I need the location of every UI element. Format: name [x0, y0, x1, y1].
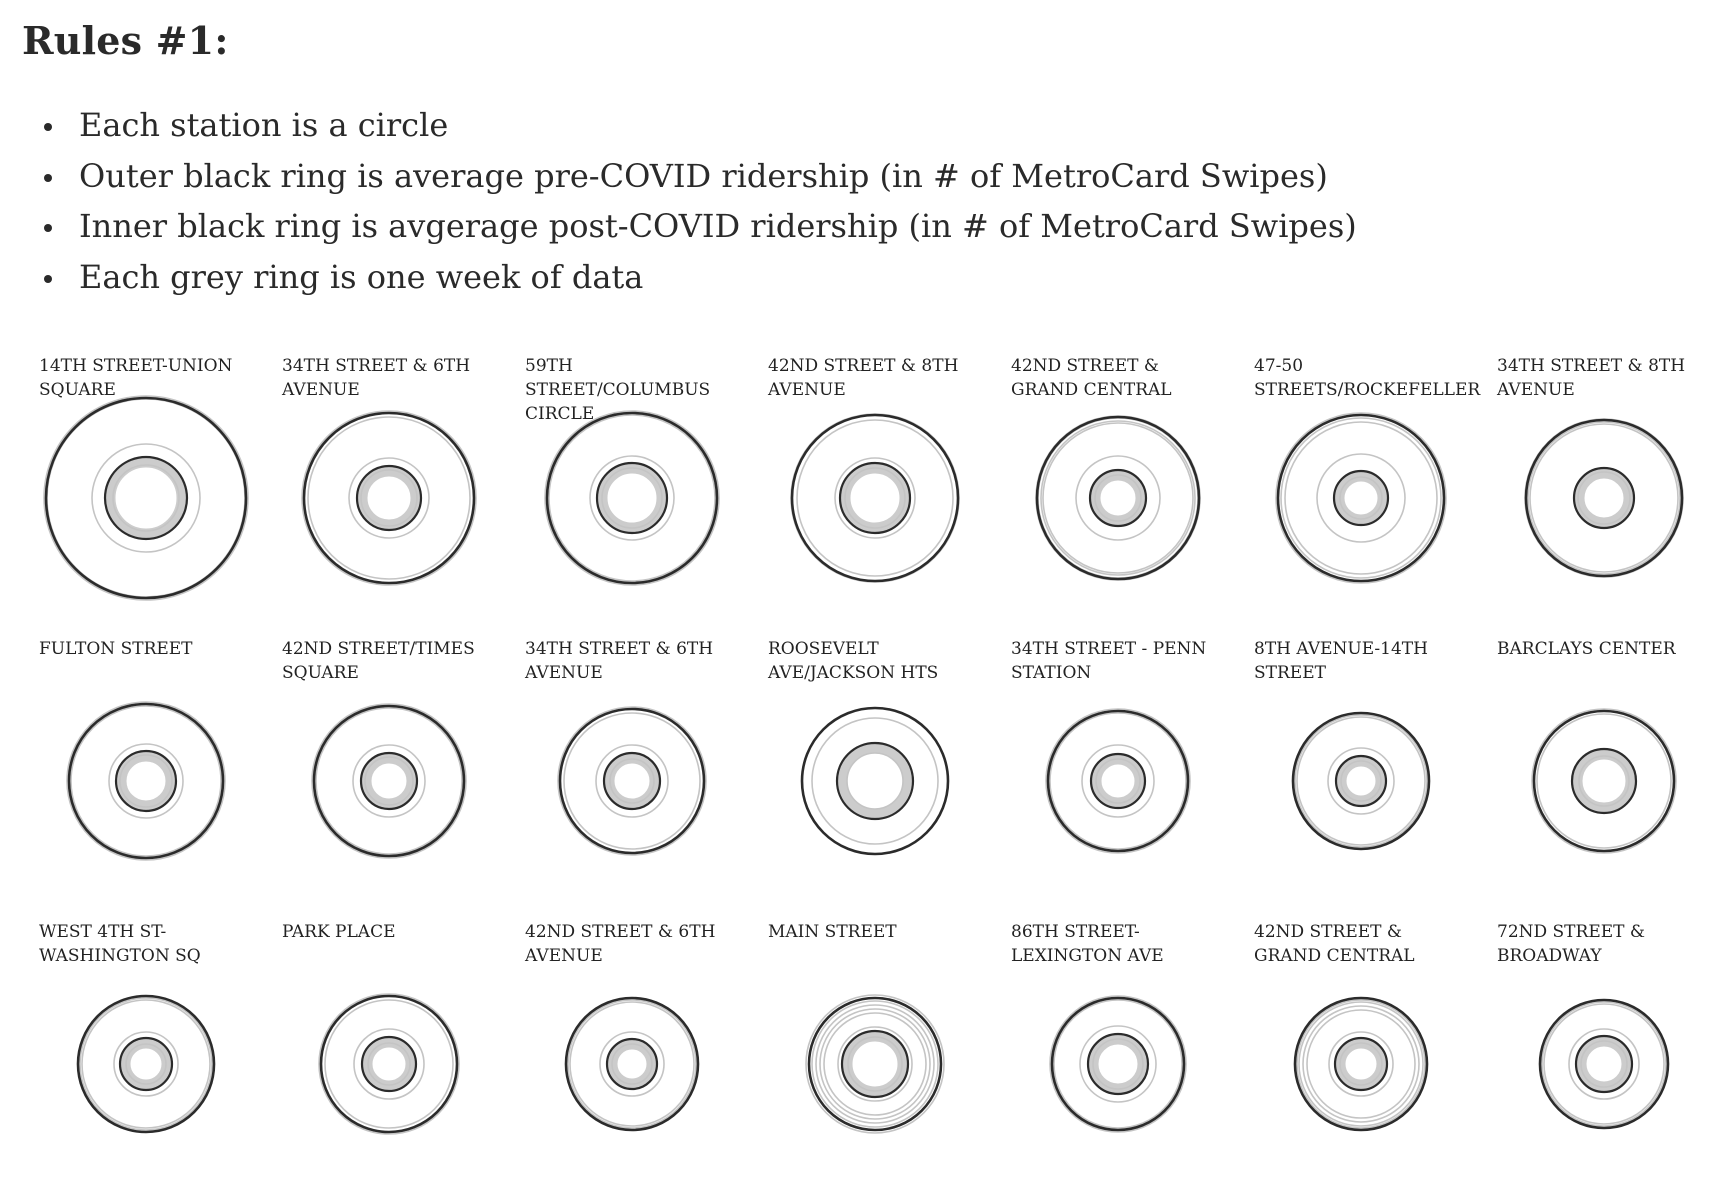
- station-name: 42ND STREET & 8TH AVENUE: [768, 356, 959, 400]
- station-ring-chart: [1496, 390, 1712, 606]
- week-ring: [1076, 456, 1160, 540]
- week-ring: [1096, 759, 1140, 803]
- station-item: [1496, 916, 1716, 1186]
- pre-covid-ring: [321, 996, 457, 1132]
- pre-covid-ring: [792, 415, 958, 581]
- station-name: 34TH STREET - PENN STATION: [1011, 639, 1207, 683]
- station-ring-chart: [38, 390, 254, 606]
- week-ring: [570, 1002, 694, 1126]
- post-covid-band: [1578, 755, 1631, 808]
- station-name: 59TH STREET/COLUMBUS CIRCLE: [525, 356, 711, 424]
- week-ring: [1095, 475, 1141, 521]
- post-covid-ring: [837, 743, 913, 819]
- post-covid-band: [843, 749, 908, 814]
- station-item: [38, 916, 258, 1186]
- week-ring: [368, 1043, 410, 1085]
- station-ring-chart: [281, 390, 497, 606]
- week-ring: [1054, 1000, 1182, 1128]
- week-ring: [549, 415, 715, 581]
- station-item: [524, 916, 744, 1186]
- week-ring: [1542, 1002, 1666, 1126]
- week-ring: [113, 465, 179, 531]
- station-item: [767, 916, 987, 1186]
- station-name: 34TH STREET & 6TH AVENUE: [525, 639, 714, 683]
- station-item: [767, 350, 987, 620]
- week-ring: [1297, 717, 1425, 845]
- post-covid-band: [1580, 474, 1629, 523]
- station-ring-chart: [767, 673, 983, 889]
- pre-covid-ring: [69, 704, 223, 858]
- week-ring: [806, 995, 944, 1133]
- week-ring: [1544, 1004, 1664, 1124]
- station-item: [1010, 916, 1230, 1186]
- pre-covid-ring: [304, 413, 474, 583]
- pre-covid-ring: [1052, 998, 1184, 1130]
- station-name: 42ND STREET & GRAND CENTRAL: [1254, 922, 1415, 966]
- station-name: ROOSEVELT AVE/JACKSON HTS: [768, 639, 939, 683]
- pre-covid-ring: [78, 996, 214, 1132]
- station-item: [281, 916, 501, 1186]
- station-name: 14TH STREET-UNION SQUARE: [39, 356, 233, 400]
- pre-covid-ring: [1037, 417, 1199, 579]
- week-ring: [1340, 1043, 1382, 1085]
- week-ring: [610, 759, 654, 803]
- station-item: [767, 633, 987, 903]
- week-ring: [325, 1000, 453, 1128]
- station-ring-chart: [1253, 673, 1469, 889]
- week-ring: [816, 1005, 934, 1123]
- station-ring-chart: [1010, 390, 1226, 606]
- station-ring-chart: [1496, 673, 1712, 889]
- station-ring-chart: [767, 956, 983, 1172]
- week-ring: [568, 1000, 696, 1128]
- week-ring: [1579, 756, 1629, 806]
- week-ring: [1285, 422, 1437, 574]
- pre-covid-ring: [1278, 415, 1444, 581]
- station-name: WEST 4TH ST-WASHINGTON SQ: [39, 922, 201, 966]
- station-item: [281, 350, 501, 620]
- week-ring: [1537, 714, 1671, 848]
- rule-item: Inner black ring is avgerage post-COVID ridership (in # of MetroCard Swipes): [44, 201, 1357, 252]
- station-item: [281, 633, 501, 903]
- station-name: 72ND STREET & BROADWAY: [1497, 922, 1646, 966]
- station-item: [524, 633, 744, 903]
- pre-covid-ring: [1295, 998, 1427, 1130]
- station-item: [1010, 350, 1230, 620]
- week-ring: [1303, 1006, 1419, 1122]
- station-item: [38, 633, 258, 903]
- station-name: PARK PLACE: [282, 922, 396, 942]
- station-item: [1496, 633, 1716, 903]
- station-name: FULTON STREET: [39, 639, 193, 659]
- post-covid-band: [367, 759, 412, 804]
- rule-item: Each station is a circle: [44, 100, 1357, 151]
- week-ring: [564, 713, 700, 849]
- week-ring: [365, 757, 413, 805]
- week-ring: [1043, 423, 1193, 573]
- station-name: 34TH STREET & 6TH AVENUE: [282, 356, 471, 400]
- station-ring-chart: [281, 673, 497, 889]
- week-ring: [1281, 418, 1441, 578]
- week-ring: [82, 1000, 210, 1128]
- station-name: 34TH STREET & 8TH AVENUE: [1497, 356, 1686, 400]
- station-name: MAIN STREET: [768, 922, 897, 942]
- station-name: 42ND STREET & 6TH AVENUE: [525, 922, 716, 966]
- week-ring: [812, 1001, 938, 1127]
- week-ring: [845, 468, 905, 528]
- station-name: 42ND STREET/TIMES SQUARE: [282, 639, 475, 683]
- week-ring: [797, 420, 953, 576]
- post-covid-band: [111, 463, 182, 534]
- page-title: Rules #1:: [22, 18, 229, 63]
- week-ring: [308, 417, 470, 579]
- station-ring-chart: [281, 956, 497, 1172]
- station-ring-chart: [767, 390, 983, 606]
- post-covid-band: [363, 472, 416, 525]
- week-ring: [848, 1037, 902, 1091]
- week-ring: [1299, 1002, 1423, 1126]
- station-ring-chart: [1496, 956, 1712, 1172]
- week-ring: [812, 718, 938, 844]
- week-ring: [1307, 1010, 1415, 1118]
- pre-covid-ring: [802, 708, 948, 854]
- pre-covid-ring: [1048, 711, 1188, 851]
- station-item: [524, 350, 744, 620]
- rule-item: Outer black ring is average pre-COVID ridership (in # of MetroCard Swipes): [44, 151, 1357, 202]
- station-name: 42ND STREET & GRAND CENTRAL: [1011, 356, 1172, 400]
- week-ring: [1050, 996, 1186, 1132]
- pre-covid-ring: [314, 706, 464, 856]
- week-ring: [1528, 422, 1680, 574]
- station-ring-chart: [524, 390, 740, 606]
- week-ring: [1578, 472, 1630, 524]
- pre-covid-ring: [46, 398, 246, 598]
- station-item: [1253, 916, 1473, 1186]
- station-ring-chart: [1010, 673, 1226, 889]
- pre-covid-ring: [1534, 711, 1674, 851]
- week-ring: [71, 706, 221, 856]
- week-ring: [80, 998, 212, 1130]
- pre-covid-ring: [566, 998, 698, 1130]
- station-ring-chart: [1253, 390, 1469, 606]
- week-ring: [1050, 713, 1186, 849]
- pre-covid-ring: [1526, 420, 1682, 576]
- station-ring-chart: [38, 673, 254, 889]
- week-ring: [1340, 477, 1382, 519]
- week-ring: [602, 468, 662, 528]
- week-ring: [1581, 1041, 1627, 1087]
- post-covid-ring: [105, 457, 187, 539]
- week-ring: [1530, 424, 1678, 572]
- week-ring: [120, 755, 172, 807]
- station-name: BARCLAYS CENTER: [1497, 639, 1676, 659]
- week-ring: [316, 708, 462, 854]
- station-ring-chart: [524, 956, 740, 1172]
- post-covid-band: [122, 757, 171, 806]
- week-ring: [361, 470, 417, 526]
- pre-covid-ring: [547, 413, 717, 583]
- week-ring: [824, 1013, 926, 1115]
- week-ring: [1295, 715, 1427, 847]
- week-ring: [1317, 454, 1405, 542]
- pre-covid-ring: [1540, 1000, 1668, 1128]
- station-item: [1010, 633, 1230, 903]
- station-name: 8TH AVENUE-14TH STREET: [1254, 639, 1428, 683]
- pre-covid-ring: [809, 998, 941, 1130]
- station-item: [1253, 633, 1473, 903]
- week-ring: [847, 753, 903, 809]
- week-ring: [1093, 1039, 1143, 1089]
- station-name: 47-50 STREETS/ROCKEFELLER: [1254, 356, 1481, 400]
- station-ring-chart: [38, 956, 254, 1172]
- week-ring: [126, 1044, 166, 1084]
- station-ring-chart: [1010, 956, 1226, 1172]
- pre-covid-ring: [1293, 713, 1429, 849]
- week-ring: [1041, 421, 1195, 575]
- station-name: 86TH STREET-LEXINGTON AVE: [1011, 922, 1164, 966]
- rule-item: Each grey ring is one week of data: [44, 252, 1357, 303]
- station-grid: [38, 350, 1718, 1162]
- week-ring: [1038, 418, 1198, 578]
- week-ring: [612, 1044, 652, 1084]
- station-item: [1253, 350, 1481, 620]
- week-ring: [820, 1009, 930, 1119]
- pre-covid-ring: [560, 709, 704, 853]
- week-ring: [1297, 1000, 1425, 1128]
- station-item: [1496, 350, 1716, 620]
- rules-list: [44, 100, 1357, 302]
- station-ring-chart: [524, 673, 740, 889]
- station-ring-chart: [1253, 956, 1469, 1172]
- station-item: [38, 350, 258, 620]
- week-ring: [1341, 761, 1381, 801]
- week-ring: [47, 399, 245, 597]
